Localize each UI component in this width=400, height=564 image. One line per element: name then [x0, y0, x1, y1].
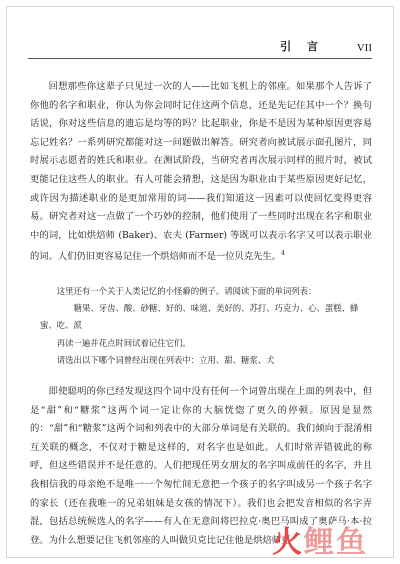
watermark-char-carp: 鲤 — [304, 525, 334, 560]
page-header — [28, 34, 372, 59]
block-quote — [30, 283, 372, 369]
quote-line-question: 请选出以下哪个词曾经出现在列表中：立用、甜、糖浆、犬 — [56, 354, 275, 365]
page-number: VII — [356, 42, 372, 54]
quote-line-intro: 这里还有一个关于人类记忆的小怪癖的例子。请阅读下面的单词列表： — [56, 286, 317, 297]
watermark-char-fish: 鱼 — [336, 525, 366, 560]
watermark-char-fire: 火 — [272, 525, 302, 560]
quote-line-word-list: 糖果、牙齿、酸、砂糖、好的、味道、美好的、苏打、巧克力、心、蛋糕、蜂蜜、吃、派 — [40, 303, 359, 331]
watermark-logo — [272, 525, 366, 560]
quote-line-reread: 再读一遍并花点时间试着记住它们。 — [56, 337, 191, 348]
paragraph-1-text: 回想那些你这辈子只见过一次的人——比如飞机上的邻座。如果那个人告诉了你他的名字和职业，你认为你会同时记住这两个信息，还是先记住其中一个？换句话说，你对这些信息的遗忘是均等的吗？比起职业，你是不是因为某种原因更容易忘记姓名？一系列研究都能对这一问题做出解答。研究者向被试展示面孔图片，同时展示志愿者的姓氏和职业。在测试阶段，当研究者再次展示同样的照片时，被试更能记住这些人的职业。有人可能会猜想，这是因为职业由于某些原因更好记忆，或许因为描述职业的是更加常用的词——我们知道这一因素可以使回忆变得更容易。研究者对这一点做了一个巧妙的控制，他们使用了一些同时出现在名字和职业中的词，比如烘焙师 (Baker)、农夫 (Farmer) 等既可以表示名字又可以表示职业的词。人们仍旧更容易记住一个烘焙师而不是一位贝克先生。 — [30, 81, 372, 263]
footnote-ref-1: 4 — [281, 250, 285, 258]
running-head: 引 言 — [280, 40, 324, 53]
page-body — [30, 78, 372, 550]
paragraph-1 — [30, 78, 372, 267]
paragraph-2-text: 即使聪明的你已经发现这四个词中没有任何一个词曾出现在上面的列表中，但是“甜”和“糖浆”这两个词一定让你的大脑恍惚了更久的停顿。原因是显然的：“甜”和“糖浆”这两个词和列表中的大部分单词是有关联的。我们倾向于混淆相互关联的概念，不仅对于糖是这样的，对名字也是如此。人们时常弄错彼此的称呼，但这些错误并不是任意的。人们把现任男女朋友的名字叫成前任的名字，并且我相信我的母亲绝不是唯一一个匆忙间无意把一个孩子的名字叫成另一个孩子名字的家长（还在我唯一的兄弟姐妹是女孩的情况下）。我们也会把发音相似的名字弄混，包括总统候选人的名字——有人在无意间将巴拉克·奥巴马叫成了奥萨马·本·拉登。为什么想要记住飞机邻座的人叫做贝克比记住他是烘焙师更 — [30, 386, 372, 546]
